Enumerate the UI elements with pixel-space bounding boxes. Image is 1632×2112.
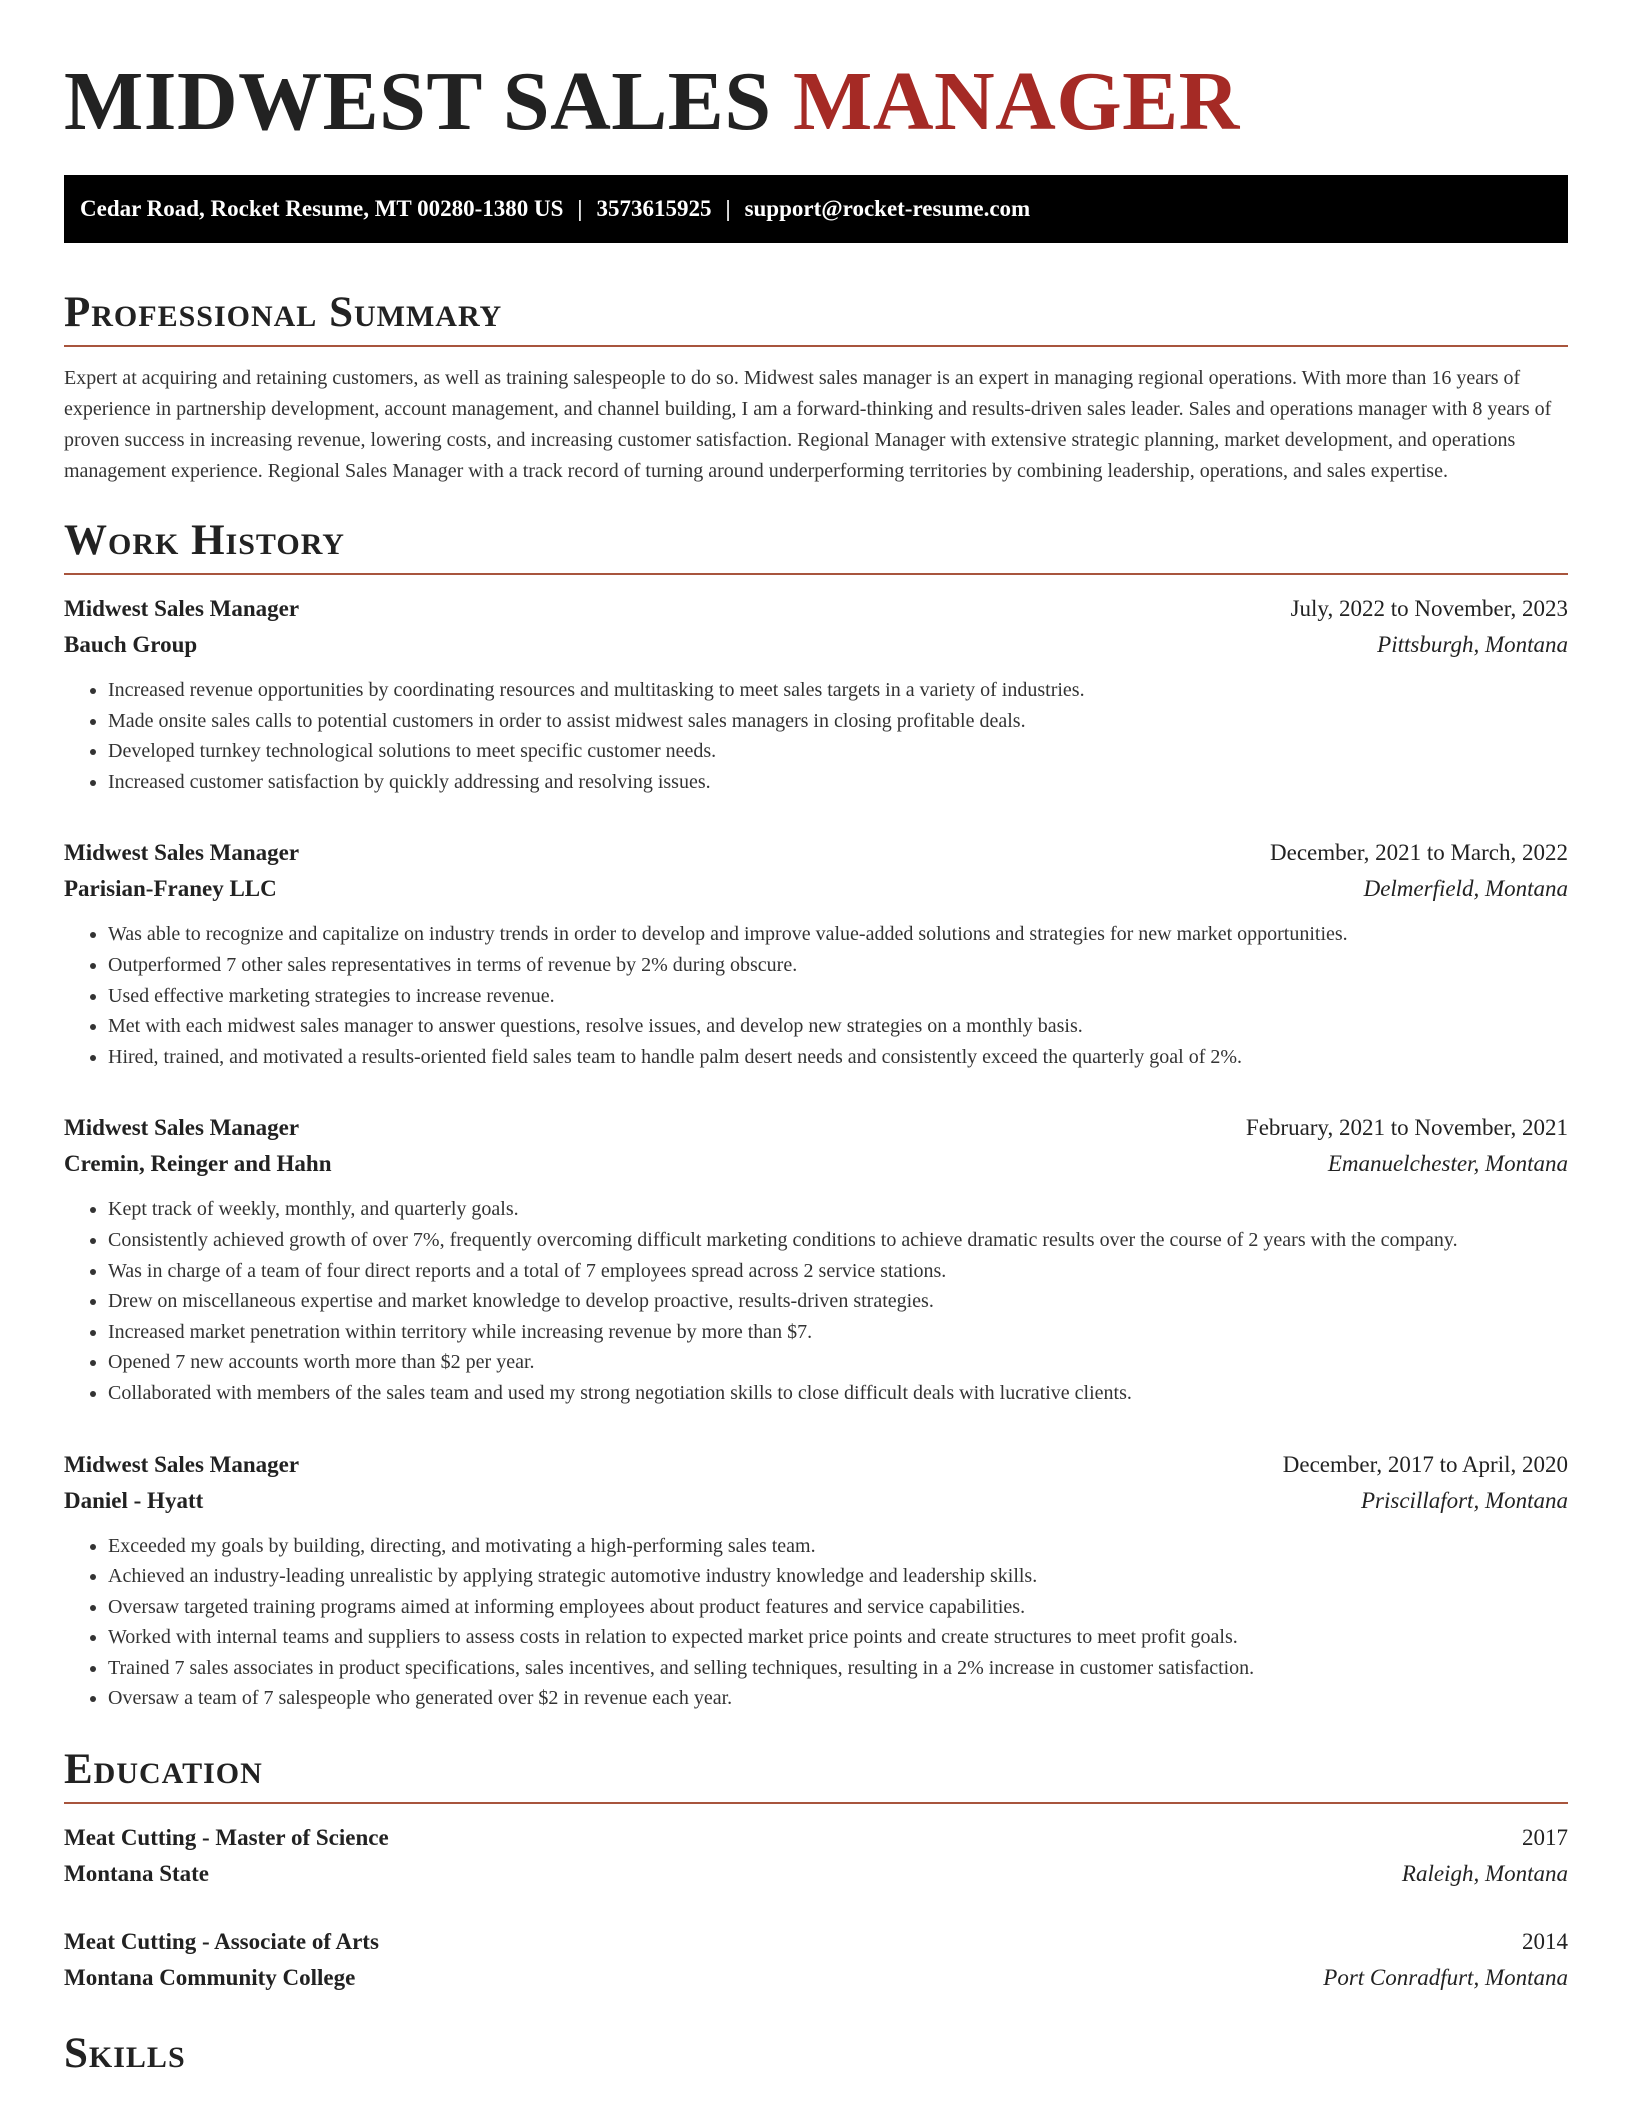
title-accent: MANAGER [793, 55, 1240, 148]
job-company: Parisian-Franey LLC [64, 876, 277, 902]
job-header-row [64, 835, 1568, 871]
skills-section [64, 2026, 1568, 2082]
education-school-row [64, 1960, 1568, 1996]
education-heading: Education [64, 1746, 263, 1794]
contact-separator: | [725, 196, 731, 221]
job-bullet: • Achieved an industry-leading unrealistic by applying strategic automotive industry knowledge and leadership skills. [108, 1561, 1568, 1592]
education-section [64, 1742, 1568, 1996]
job-bullet: • Trained 7 sales associates in product specifications, sales incentives, and selling techniques, resulting in a 2% increase in customer satisfaction. [108, 1653, 1568, 1684]
job-bullet: • Increased customer satisfaction by quickly addressing and resolving issues. [108, 767, 1568, 798]
job-bullet: • Increased market penetration within territory while increasing revenue by more than $7. [108, 1317, 1568, 1348]
job-bullets [64, 1531, 1568, 1715]
job-company: Daniel - Hyatt [64, 1487, 204, 1513]
contact-bar [64, 175, 1568, 243]
contact-address: Cedar Road, Rocket Resume, MT 00280-1380 US [80, 196, 564, 221]
job-bullet: • Increased revenue opportunities by coordinating resources and multitasking to meet sales targets in a variety of industries. [108, 675, 1568, 706]
job-location: Pittsburgh, Montana [1377, 632, 1568, 657]
job-bullet: • Used effective marketing strategies to increase revenue. [108, 981, 1568, 1012]
education-degree: Meat Cutting - Associate of Arts [64, 1929, 379, 1955]
job-bullet: • Made onsite sales calls to potential customers in order to assist midwest sales managers in closing profitable deals. [108, 706, 1568, 737]
job-bullet: • Opened 7 new accounts worth more than $2 per year. [108, 1347, 1568, 1378]
job-entry [64, 1447, 1568, 1715]
job-company-row [64, 1483, 1568, 1519]
contact-email: support@rocket-resume.com [744, 196, 1031, 221]
job-title: Midwest Sales Manager [64, 1451, 300, 1477]
contact-separator: | [577, 196, 583, 221]
education-entry [64, 1820, 1568, 1892]
summary-text: Expert at acquiring and retaining customers, as well as training salespeople to do so. Midwest sales manager is an expert in managing regional operations. With more than 16 years of experience in partnership development, account management, and channel building, I am a forward-thinking and results-driven sales leader. Sales and operations manager with 8 years of proven success in increasing revenue, lowering costs, and increasing customer satisfaction. Regional Manager with extensive strategic planning, market development, and operations management experience. Regional Sales Manager with a track record of turning around underperforming territories by combining leadership, operations, and sales expertise. [64, 367, 1552, 482]
job-title: Midwest Sales Manager [64, 840, 300, 866]
job-dates: December, 2021 to March, 2022 [1270, 840, 1568, 866]
job-bullets [64, 919, 1568, 1072]
job-dates: February, 2021 to November, 2021 [1245, 1115, 1568, 1141]
contact-phone: 3573615925 [596, 196, 712, 221]
job-bullet: • Worked with internal teams and suppliers to assess costs in relation to expected market price points and create structures to meet profit goals. [108, 1622, 1568, 1653]
job-bullet: • Outperformed 7 other sales representatives in terms of revenue by 2% during obscure. [108, 950, 1568, 981]
job-header-row [64, 1447, 1568, 1483]
job-bullet: • Collaborated with members of the sales team and used my strong negotiation skills to close difficult deals with lucrative clients. [108, 1378, 1568, 1409]
education-school: Montana State [64, 1861, 210, 1887]
job-bullet: • Developed turnkey technological solutions to meet specific customer needs. [108, 736, 1568, 767]
summary-section [64, 285, 1568, 487]
education-location: Port Conradfurt, Montana [1323, 1965, 1568, 1991]
job-company: Bauch Group [64, 632, 198, 657]
section-divider [64, 345, 1568, 347]
job-bullets [64, 1194, 1568, 1408]
education-year: 2014 [1522, 1929, 1568, 1955]
education-year: 2017 [1522, 1825, 1568, 1851]
education-degree-row [64, 1924, 1568, 1960]
education-degree: Meat Cutting - Master of Science [64, 1825, 389, 1851]
job-location: Emanuelchester, Montana [1327, 1151, 1568, 1177]
job-bullet: • Oversaw targeted training programs aimed at informing employees about product features and service capabilities. [108, 1592, 1568, 1623]
job-entry [64, 591, 1568, 797]
job-dates: December, 2017 to April, 2020 [1282, 1451, 1568, 1477]
job-bullet: • Was able to recognize and capitalize on industry trends in order to develop and improve value-added solutions and strategies for new market opportunities. [108, 919, 1568, 950]
job-company-row [64, 871, 1568, 907]
education-location: Raleigh, Montana [1401, 1861, 1568, 1887]
job-bullet: • Was in charge of a team of four direct reports and a total of 7 employees spread across 2 service stations. [108, 1256, 1568, 1287]
education-school: Montana Community College [64, 1965, 356, 1991]
skills-heading: Skills [64, 2030, 186, 2078]
job-bullet: • Kept track of weekly, monthly, and quarterly goals. [108, 1194, 1568, 1225]
section-divider [64, 573, 1568, 575]
job-bullets [64, 675, 1568, 797]
resume-title [64, 0, 1568, 152]
job-bullet: • Exceeded my goals by building, directing, and motivating a high-performing sales team. [108, 1531, 1568, 1562]
job-bullet: • Hired, trained, and motivated a results-oriented field sales team to handle palm desert needs and consistently exceed the quarterly goal of 2%. [108, 1042, 1568, 1073]
job-dates: July, 2022 to November, 2023 [1290, 596, 1568, 621]
title-main: MIDWEST SALES [64, 55, 772, 148]
job-title: Midwest Sales Manager [64, 596, 300, 621]
job-bullet: • Met with each midwest sales manager to answer questions, resolve issues, and develop new strategies on a monthly basis. [108, 1011, 1568, 1042]
job-entry [64, 1110, 1568, 1408]
work-history-heading: Work History [64, 517, 345, 564]
job-company: Cremin, Reinger and Hahn [64, 1151, 332, 1177]
job-company-row [64, 627, 1568, 663]
job-company-row [64, 1146, 1568, 1182]
job-bullet: • Oversaw a team of 7 salespeople who generated over $2 in revenue each year. [108, 1683, 1568, 1714]
job-location: Delmerfield, Montana [1363, 876, 1568, 902]
education-school-row [64, 1856, 1568, 1892]
education-degree-row [64, 1820, 1568, 1856]
job-bullet: • Drew on miscellaneous expertise and market knowledge to develop proactive, results-driven strategies. [108, 1286, 1568, 1317]
job-header-row [64, 591, 1568, 627]
summary-heading: Professional Summary [64, 289, 503, 336]
job-entry [64, 835, 1568, 1072]
work-history-section [64, 513, 1568, 1714]
job-title: Midwest Sales Manager [64, 1115, 300, 1141]
job-header-row [64, 1110, 1568, 1146]
education-entry [64, 1924, 1568, 1996]
job-location: Priscillafort, Montana [1361, 1487, 1568, 1513]
section-divider [64, 1802, 1568, 1804]
job-bullet: • Consistently achieved growth of over 7%, frequently overcoming difficult marketing conditions to achieve dramatic results over the course of 2 years with the company. [108, 1225, 1568, 1256]
